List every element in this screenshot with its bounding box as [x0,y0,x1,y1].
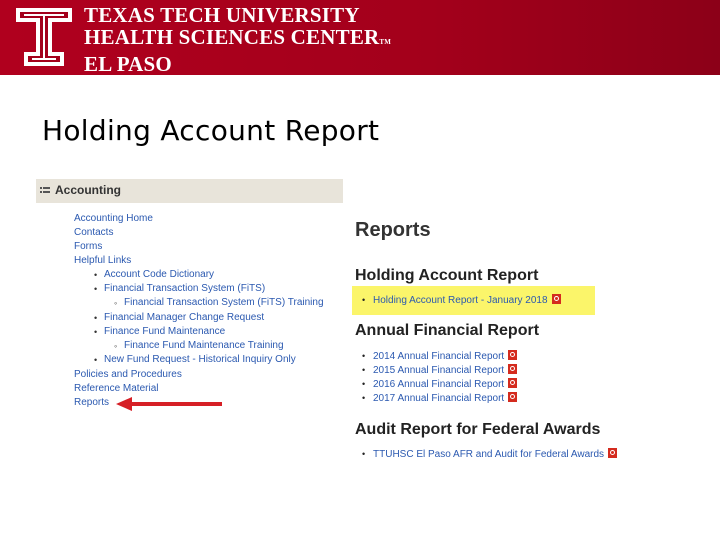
bullet-icon: • [362,449,366,459]
bullet-icon: • [362,393,366,403]
institution-line-3: EL PASO [84,52,172,76]
nav-link-reports[interactable]: Reports [74,397,110,408]
nav-link-accounting-home[interactable]: Accounting Home [74,213,153,224]
pdf-icon[interactable] [508,364,517,374]
report-link-audit-federal[interactable]: TTUHSC El Paso AFR and Audit for Federal Awards [373,448,617,461]
red-arrow-icon [114,396,226,412]
nav-link-finance-fund-maintenance[interactable]: Finance Fund Maintenance [104,326,226,337]
bullet-icon: ◦ [114,341,118,351]
nav-link-fits-training[interactable]: Financial Transaction System (FiTS) Training [124,297,324,308]
accounting-nav-header [36,179,343,203]
nav-link-helpful-links[interactable]: Helpful Links [74,255,132,266]
reports-title: Reports [355,219,431,241]
bullet-icon: • [362,379,366,389]
pdf-icon[interactable] [508,392,517,402]
bullet-icon: • [362,365,366,375]
nav-link-reference-material[interactable]: Reference Material [74,383,159,394]
bullet-icon: • [94,313,98,323]
section-heading-annual: Annual Financial Report [355,322,540,339]
report-link-afr-2016[interactable]: 2016 Annual Financial Report [373,378,517,391]
nav-link-contacts[interactable]: Contacts [74,227,114,238]
pdf-icon[interactable] [552,294,561,304]
pdf-icon[interactable] [508,350,517,360]
nav-link-fits[interactable]: Financial Transaction System (FiTS) [104,283,266,294]
nav-link-policies[interactable]: Policies and Procedures [74,369,182,380]
bullet-icon: • [94,284,98,294]
report-link-afr-2014[interactable]: 2014 Annual Financial Report [373,350,517,363]
trademark: TM [379,38,392,46]
list-icon [40,186,50,196]
slide-title: Holding Account Report [42,114,380,147]
bullet-icon: • [362,295,366,305]
bullet-icon: ◦ [114,298,118,308]
section-heading-audit: Audit Report for Federal Awards [355,421,601,438]
double-t-logo [14,6,74,68]
nav-link-financial-manager-change[interactable]: Financial Manager Change Request [104,312,265,323]
pdf-icon[interactable] [608,448,617,458]
bullet-icon: • [94,355,98,365]
nav-link-forms[interactable]: Forms [74,241,103,252]
accounting-nav-title: Accounting [55,183,121,197]
pdf-icon[interactable] [508,378,517,388]
institution-line-2: HEALTH SCIENCES CENTERTM [84,25,392,49]
nav-link-account-code-dictionary[interactable]: Account Code Dictionary [104,269,215,280]
section-heading-holding: Holding Account Report [355,267,539,284]
nav-link-fund-maintenance-training[interactable]: Finance Fund Maintenance Training [124,340,284,351]
header-banner [0,0,720,75]
bullet-icon: • [94,327,98,337]
institution-name [84,4,391,75]
report-link-holding-jan-2018[interactable]: Holding Account Report - January 2018 [373,294,561,307]
bullet-icon: • [94,270,98,280]
report-link-afr-2015[interactable]: 2015 Annual Financial Report [373,364,517,377]
bullet-icon: • [362,351,366,361]
nav-link-new-fund-request[interactable]: New Fund Request - Historical Inquiry Only [104,354,296,365]
report-link-afr-2017[interactable]: 2017 Annual Financial Report [373,392,517,405]
institution-line-1: TEXAS TECH UNIVERSITY [84,3,360,27]
